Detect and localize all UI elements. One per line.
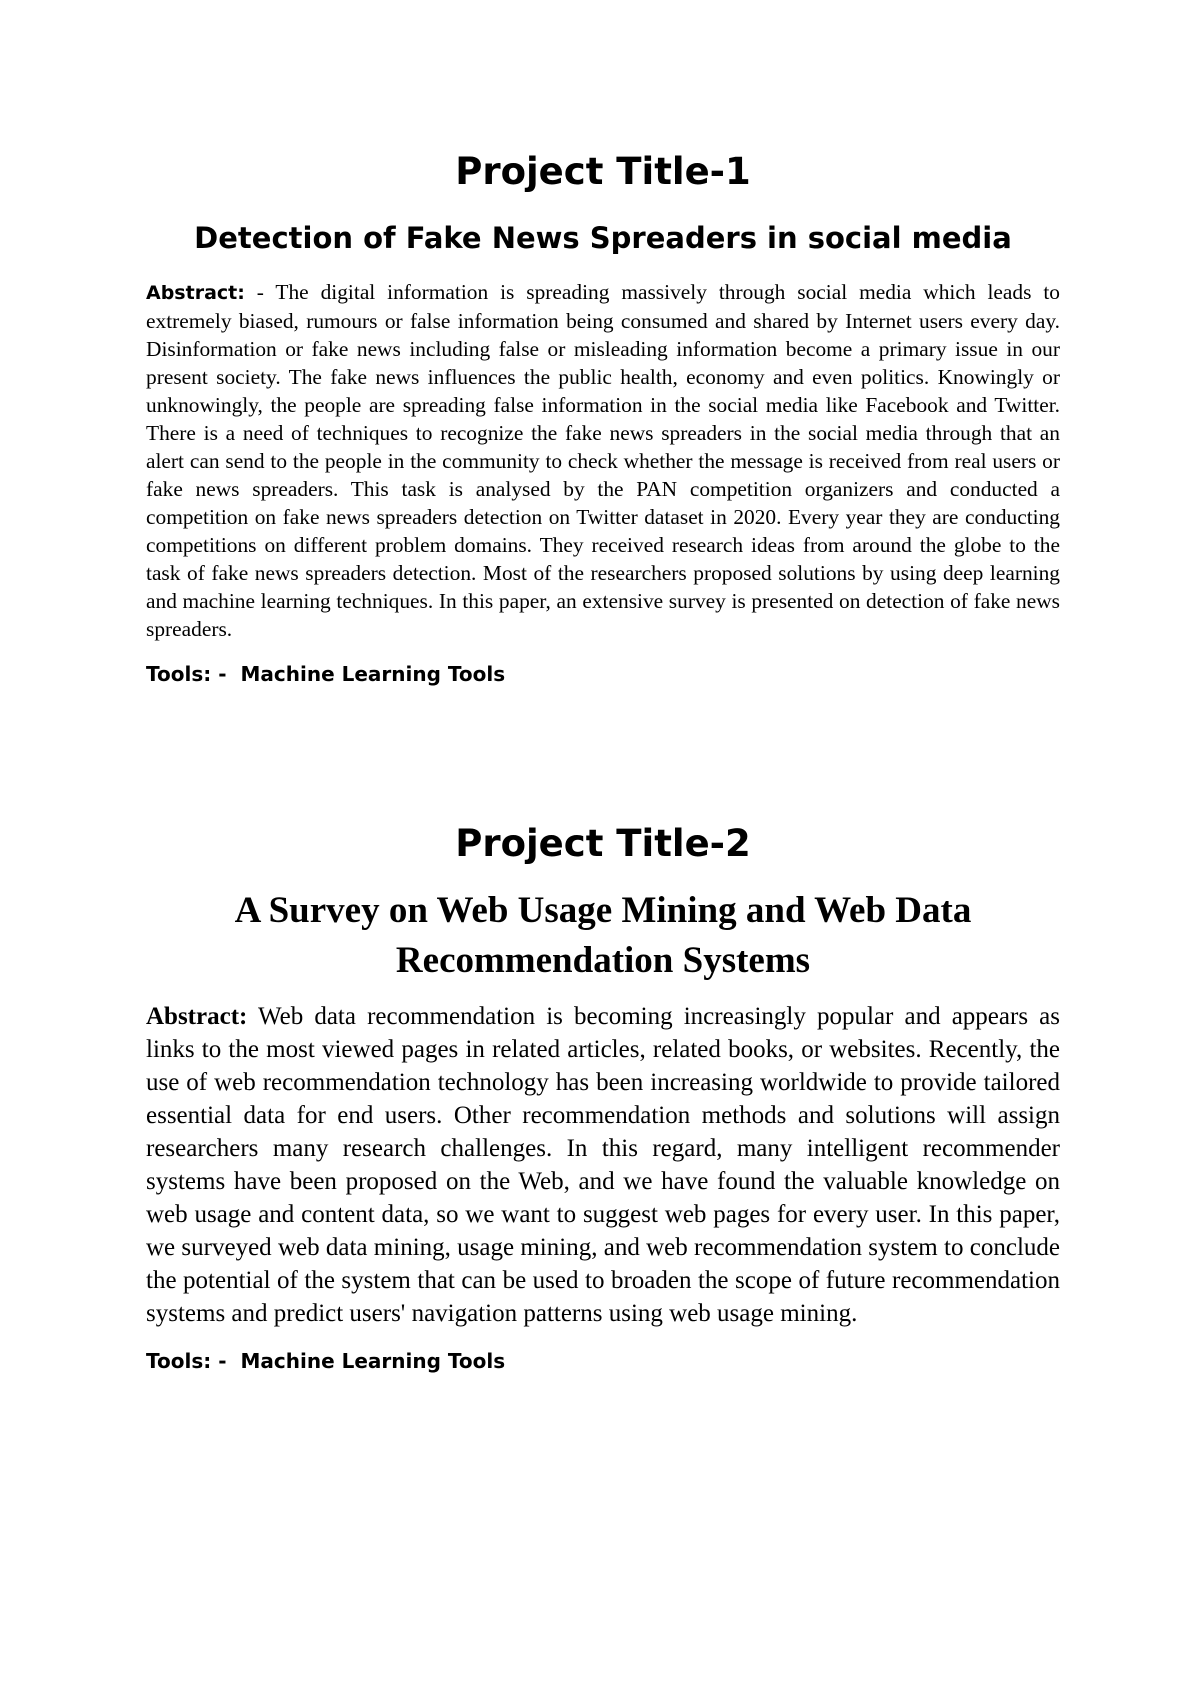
tools-value: Machine Learning Tools: [240, 1349, 506, 1373]
abstract-paragraph: [146, 278, 1060, 643]
project-section-1: [146, 150, 1060, 687]
abstract-text: - The digital information is spreading massively through social media which leads to extremely biased, rumours or false information being consumed and shared by Internet users every day. Disinformation or fake news including false or misleading information become a primary issue in our present society. The fake news influences the public health, economy and even politics. Knowingly or unknowingly, the people are spreading false information in the social media like Facebook and Twitter. There is a need of techniques to recognize the fake news spreaders in the social media through that an alert can send to the people in the community to check whether the message is received from real users or fake news spreaders. This task is analysed by the PAN competition organizers and conducted a competition on fake news spreaders detection on Twitter dataset in 2020. Every year they are conducting competitions on different problem domains. They received research ideas from around the globe to the task of fake news spreaders detection. Most of the researchers proposed solutions by using deep learning and machine learning techniques. In this paper, an extensive survey is presented on detection of fake news spreaders.: [146, 280, 1060, 641]
tools-line: [146, 661, 1060, 687]
tools-label: Tools: -: [146, 662, 227, 686]
abstract-label: Abstract:: [146, 1003, 248, 1030]
abstract-text: Web data recommendation is becoming increasingly popular and appears as links to the most viewed pages in related articles, related books, or websites. Recently, the use of web recommendation technology has been increasing worldwide to provide tailored essential data for end users. Other recommendation methods and solutions will assign researchers many research challenges. In this regard, many intelligent recommender systems have been proposed on the Web, and we have found the valuable knowledge on web usage and content data, so we want to suggest web pages for every user. In this paper, we surveyed web data mining, usage mining, and web recommendation system to conclude the potential of the system that can be used to broaden the scope of future recommendation systems and predict users' navigation patterns using web usage mining.: [146, 1003, 1060, 1327]
project-title: A Survey on Web Usage Mining and Web Data Recommendation Systems: [234, 890, 972, 981]
project-heading: Project Title-1: [455, 150, 751, 193]
abstract-label: Abstract:: [146, 282, 245, 304]
project-section-2: [146, 822, 1060, 1374]
tools-value: Machine Learning Tools: [240, 662, 506, 686]
project-title: Detection of Fake News Spreaders in social media: [194, 221, 1012, 255]
tools-label: Tools: -: [146, 1349, 227, 1373]
tools-line: [146, 1348, 1060, 1374]
abstract-paragraph: [146, 1000, 1060, 1330]
project-heading: Project Title-2: [455, 822, 751, 865]
